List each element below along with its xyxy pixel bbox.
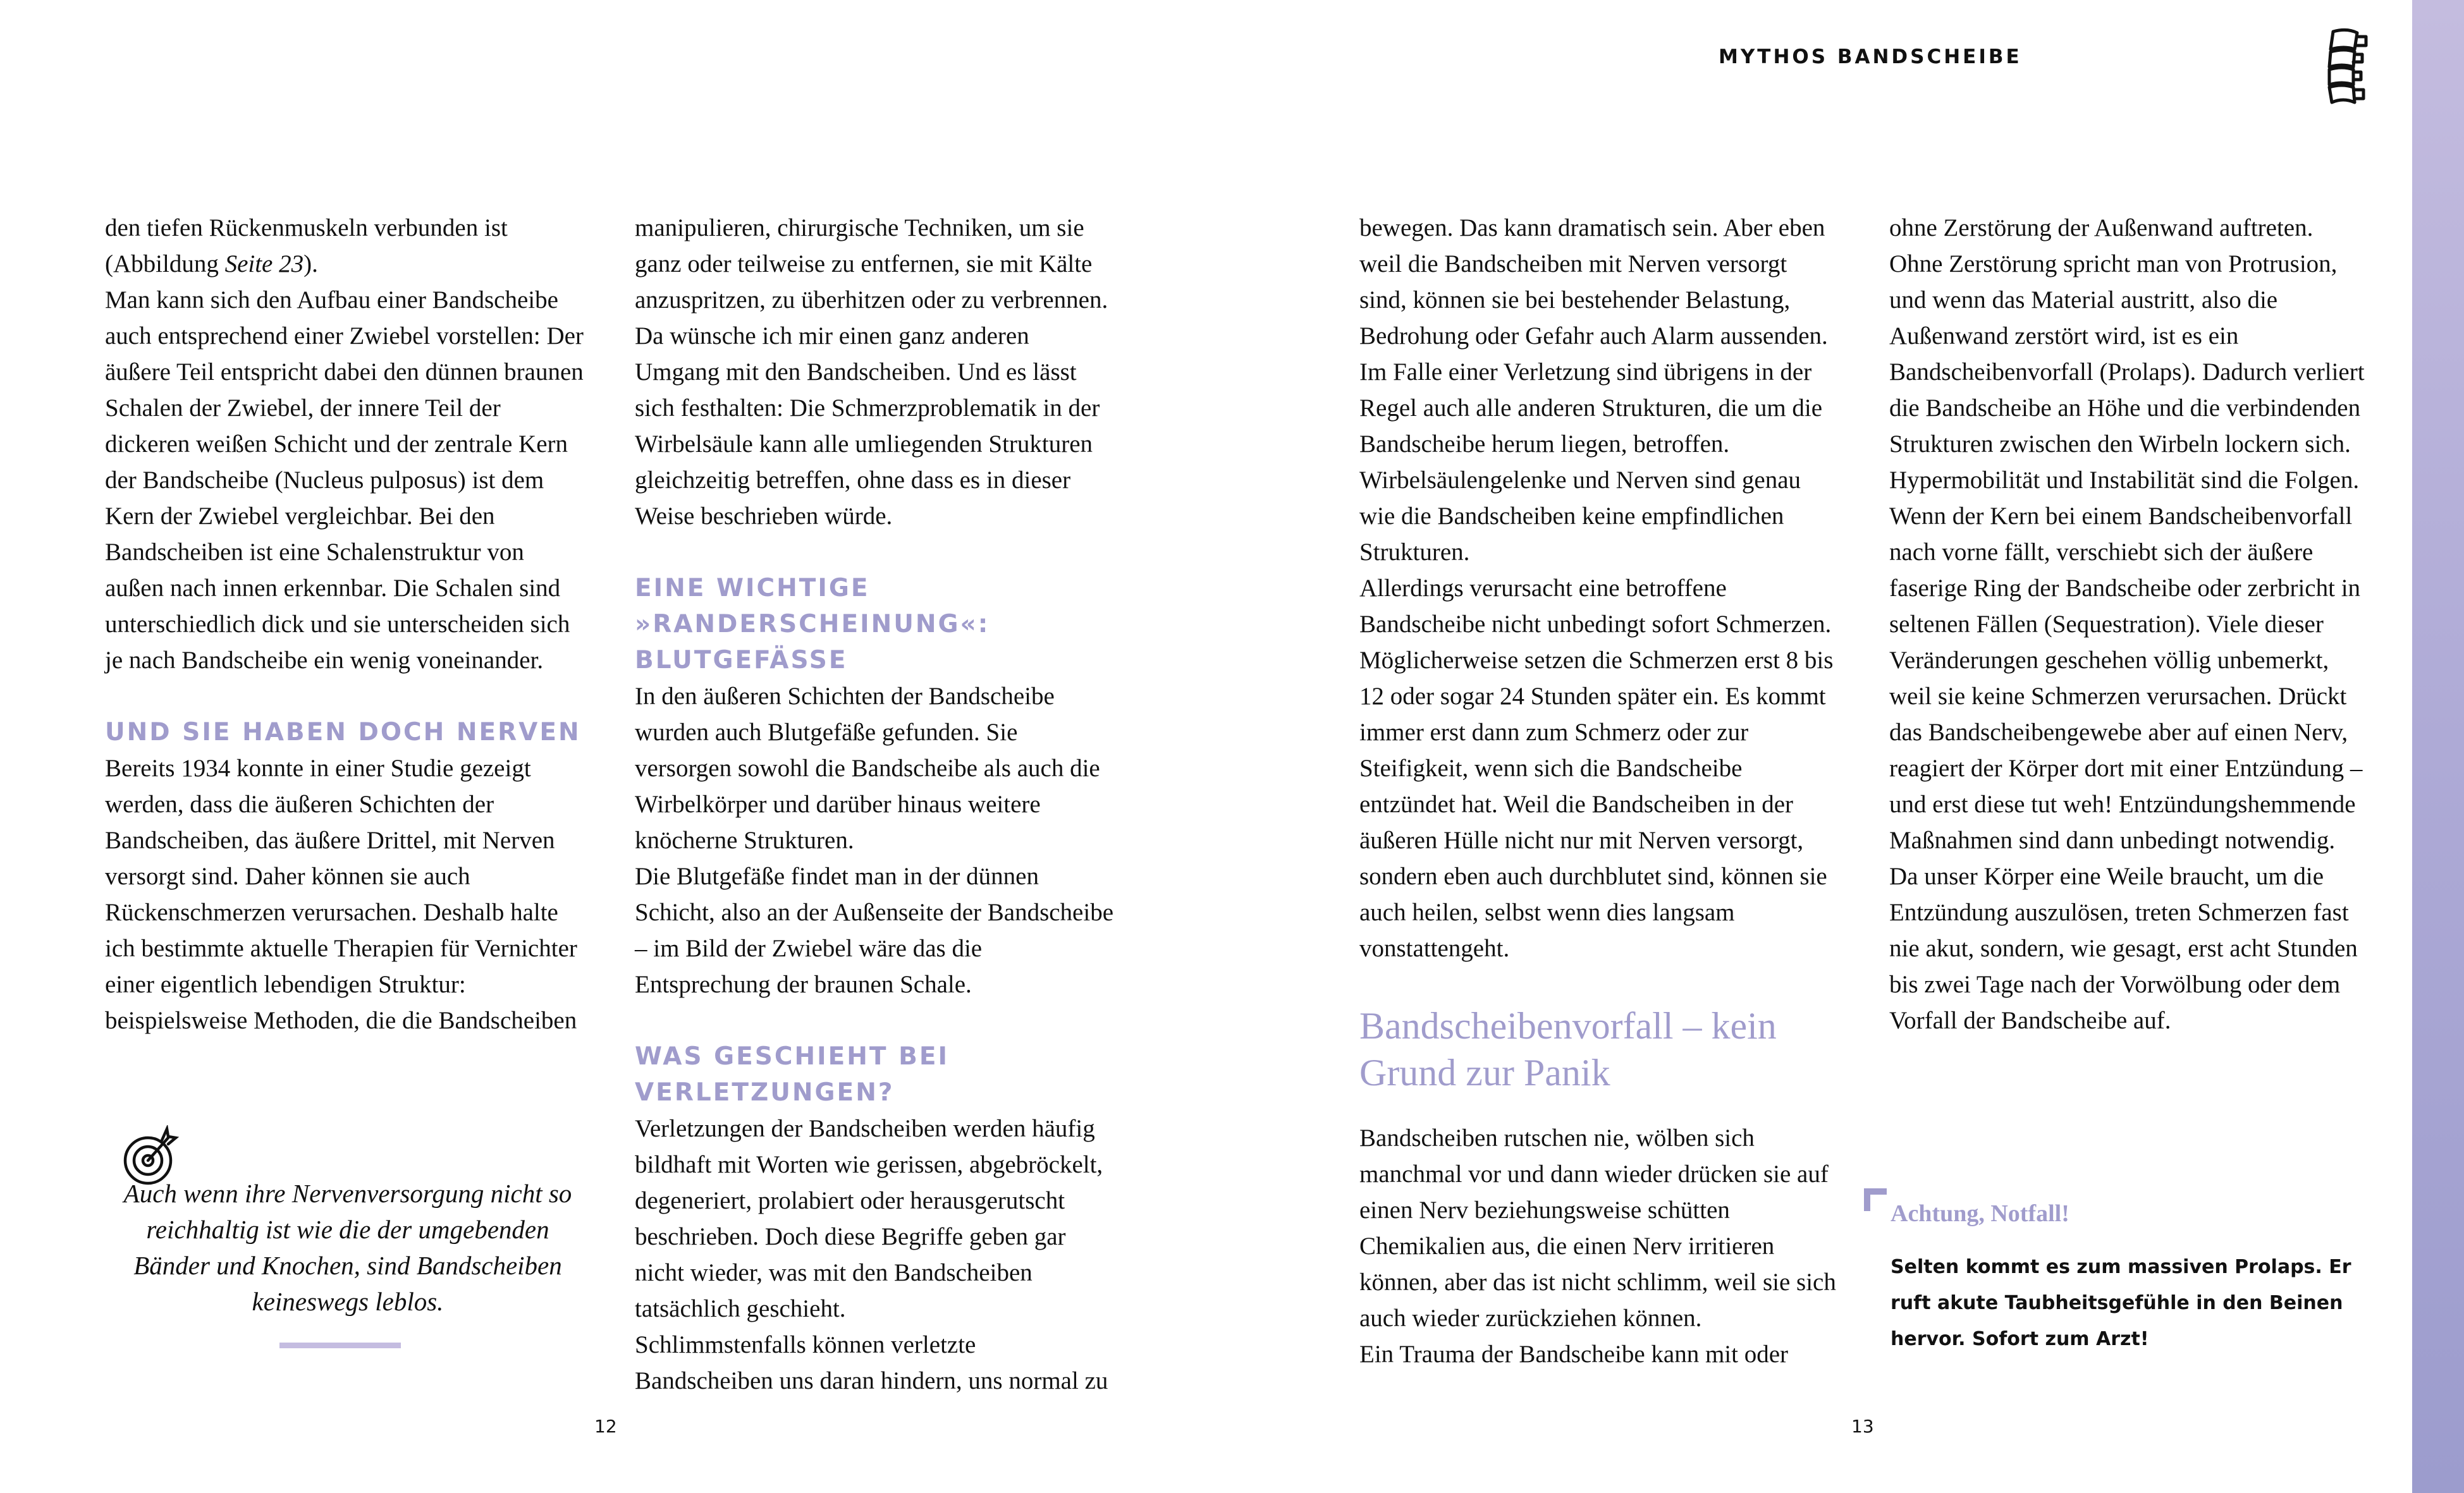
paragraph: Verletzungen der Bandscheiben werden häufig bildhaft mit Worten wie gerissen, abgebröckelt, degeneriert, prolabiert oder herausgerutscht beschrieben. Doch diese Begriffe geben gar nicht wieder, was mit den Bandscheiben tatsächlich geschieht.	[635, 1115, 1103, 1322]
paragraph: Allerdings verursacht eine betroffene Bandscheibe nicht unbedingt sofort Schmerzen. Möglicherweise setzen die Schmerzen erst 8 bis 12 oder sogar 24 Stunden später ein. Es kommt immer erst dann zum Schmerz oder zur Steifigkeit, wenn sich die Bandscheibe entzündet hat. Weil die Bandscheiben in der äußeren Hülle nicht nur mit Nerven versorgt, sondern eben auch durchblutet sind, können sie auch heilen, selbst wenn dies langsam vonstattengeht.	[1359, 575, 1834, 962]
pull-quote	[114, 1125, 582, 1320]
paragraph: In den äußeren Schichten der Bandscheibe wurden auch Blutgefäße gefunden. Sie versorgen sowohl die Bandscheibe als auch die Wirbelkörper und darüber hinaus weitere knöcherne Strukturen.	[635, 683, 1100, 854]
paragraph: Bereits 1934 konnte in einer Studie gezeigt werden, dass die äußeren Schichten der Bandscheiben, das äußere Drittel, mit Nerven versorgt sind. Daher können sie auch Rückenschmerzen verursachen. Deshalb halte ich bestimmte aktuelle Therapien für Vernichter einer eigentlich lebendigen Struktur: beispielsweise Methoden, die die Bandscheiben	[105, 755, 577, 1034]
paragraph: bewegen. Das kann dramatisch sein. Aber eben weil die Bandscheiben mit Nerven versorgt sind, können sie bei bestehender Belastung, Bedrohung oder Gefahr auch Alarm aussenden. Im Falle einer Verletzung sind übrigens in der Regel auch alle anderen Strukturen, die um die Bandscheibe herum liegen, betroffen. Wirbelsäulengelenke und Nerven sind genau wie die Bandscheiben keine empfindlichen Strukturen.	[1359, 214, 1828, 566]
paragraph: Wenn der Kern bei einem Bandscheibenvorfall nach vorne fällt, verschiebt sich der äußere faserige Ring der Bandscheibe oder zerbricht in seltenen Fällen (Sequestration). Viele dieser Veränderungen geschehen völlig unbemerkt, weil sie keine Schmerzen verursachen. Drückt das Bandscheibengewebe aber auf einen Nerv, reagiert der Körper dort mit einer Entzündung – und erst diese tut weh! Entzündungshemmende Maßnahmen sind dann unbedingt notwendig. Da unser Körper eine Weile braucht, um die Entzündung auszulösen, treten Schmerzen fast nie akut, sondern, wie gesagt, erst acht Stunden bis zwei Tage nach der Vorwölbung oder dem Vorfall der Bandscheibe auf.	[1889, 503, 2363, 1034]
paragraph: Schlimmstenfalls können verletzte Bandscheiben uns daran hindern, uns normal zu	[635, 1331, 1108, 1394]
section-heading-nerven: UND SIE HABEN DOCH NERVEN	[105, 718, 581, 746]
running-head: MYTHOS BANDSCHEIBE	[1719, 46, 2022, 68]
text: den tiefen Rückenmuskeln verbunden ist (Abbildung	[105, 214, 508, 277]
quote-text: Auch wenn ihre Nervenversorgung nicht so reichhaltig ist wie die der umgebenden Bänder und Knochen, sind Bandscheiben keineswegs leblos.	[123, 1179, 572, 1316]
paragraph: manipulieren, chirurgische Techniken, um sie ganz oder teilweise zu entfernen, sie mit Kälte anzuspritzen, zu überhitzen oder zu verbrennen. Da wünsche ich mir einen ganz anderen Umgang mit den Bandscheiben. Und es lässt sich festhalten: Die Schmerzproblematik in der Wirbelsäule kann alle umliegenden Strukturen gleichzeitig betreffen, ohne dass es in dieser Weise beschrieben würde.	[635, 214, 1108, 530]
column-2	[635, 210, 1115, 1399]
text: ).	[303, 250, 318, 277]
spine-icon	[2322, 27, 2372, 106]
corner-bracket-icon	[1864, 1188, 1887, 1211]
column-3	[1359, 210, 1840, 1372]
side-color-band	[2412, 0, 2464, 1493]
page-number-right: 13	[1851, 1416, 1874, 1437]
alert-title: Achtung, Notfall!	[1891, 1200, 2069, 1227]
column-4	[1889, 210, 2370, 1039]
paragraph	[105, 210, 585, 282]
paragraph: Ein Trauma der Bandscheibe kann mit oder	[1359, 1341, 1789, 1368]
section-heading-blutgefaesse: EINE WICHTIGE »RANDERSCHEINUNG«: BLUTGEFÄSSE	[635, 574, 990, 674]
section-heading-verletzungen: WAS GESCHIEHT BEI VERLETZUNGEN?	[635, 1042, 949, 1107]
quote-divider	[279, 1343, 401, 1348]
alert-text: Selten kommt es zum massiven Prolaps. Er ruft akute Taubheitsgefühle in den Beinen hervor. Sofort zum Arzt!	[1891, 1256, 2351, 1350]
target-icon	[123, 1125, 180, 1186]
paragraph: Man kann sich den Aufbau einer Bandscheibe auch entsprechend einer Zwiebel vorstellen: Der äußere Teil entspricht dabei den dünnen braunen Schalen der Zwiebel, der innere Teil der dickeren weißen Schicht und der zentrale Kern der Bandscheibe (Nucleus pulposus) ist dem Kern der Zwiebel vergleichbar. Bei den Bandscheiben ist eine Schalenstruktur von außen nach innen erkennbar. Die Schalen sind unterschiedlich dick und sie unterscheiden sich je nach Bandscheibe ein wenig voneinander.	[105, 286, 584, 674]
paragraph: Bandscheiben rutschen nie, wölben sich manchmal vor und dann wieder drücken sie auf einen Nerv beziehungsweise schütten Chemikalien aus, die einen Nerv irritieren können, aber das ist nicht schlimm, weil sie sich auch wieder zurückziehen können.	[1359, 1124, 1836, 1332]
page-number-left: 12	[594, 1416, 617, 1437]
chapter-heading: Bandscheibenvorfall – kein Grund zur Panik	[1359, 1005, 1777, 1094]
column-1	[105, 210, 585, 1039]
page-reference-link[interactable]: Seite 23	[224, 250, 304, 277]
paragraph: Die Blutgefäße findet man in der dünnen Schicht, also an der Außenseite der Bandscheibe – im Bild der Zwiebel wäre das die Entsprechung der braunen Schale.	[635, 863, 1114, 998]
paragraph: ohne Zerstörung der Außenwand auftreten. Ohne Zerstörung spricht man von Protrusion, und wenn das Material austritt, also die Außenwand zerstört wird, ist es ein Bandscheibenvorfall (Prolaps). Dadurch verliert die Bandscheibe an Höhe und die verbindenden Strukturen zwischen den Wirbeln lockern sich. Hypermobilität und Instabilität sind die Folgen.	[1889, 214, 2365, 494]
